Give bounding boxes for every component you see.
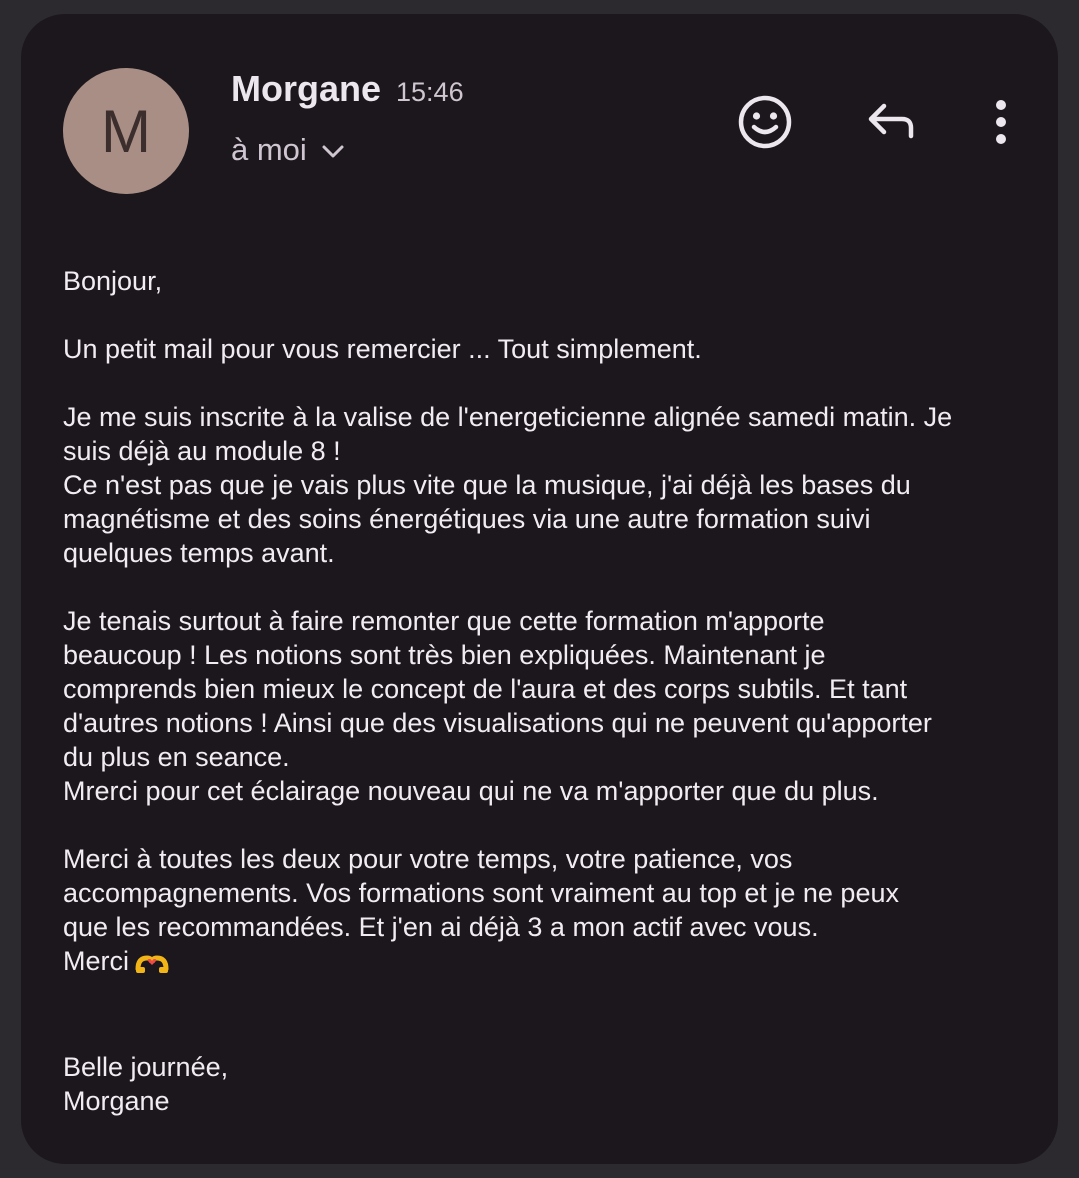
paragraph-4-line: Merci à toutes les deux pour votre temps, votre patience, vos [63, 844, 793, 874]
email-card [21, 14, 1058, 1164]
recipient-details-toggle[interactable] [231, 132, 345, 168]
sent-time: 15:46 [396, 77, 464, 107]
paragraph-2-line: Ce n'est pas que je vais plus vite que la musique, j'ai déjà les bases du [63, 470, 911, 500]
heart-hands-emoji [135, 948, 169, 982]
more-vert-icon[interactable] [981, 94, 1021, 150]
paragraph-3-line: beaucoup ! Les notions sont très bien expliquées. Maintenant je [63, 640, 826, 670]
greeting: Bonjour, [63, 266, 163, 296]
paragraph-1: Un petit mail pour vous remercier ... Tout simplement. [63, 334, 702, 364]
paragraph-2-line: suis déjà au module 8 ! [63, 436, 341, 466]
paragraph-3-line: du plus en seance. [63, 742, 290, 772]
paragraph-3-line: Mrerci pour cet éclairage nouveau qui ne va m'apporter que du plus. [63, 776, 879, 806]
reply-icon[interactable] [863, 96, 919, 146]
paragraph-3-line: Je tenais surtout à faire remonter que cette formation m'apporte [63, 606, 825, 636]
sender-name: Morgane [231, 68, 382, 109]
closing: Belle journée, [63, 1052, 229, 1082]
paragraph-2-line: quelques temps avant. [63, 538, 335, 568]
merci-text: Merci [63, 946, 129, 976]
avatar[interactable] [63, 68, 189, 194]
paragraph-4-line: que les recommandées. Et j'en ai déjà 3 a mon actif avec vous. [63, 912, 819, 942]
smiley-icon[interactable] [735, 92, 795, 152]
paragraph-3-line: comprends bien mieux le concept de l'aura et des corps subtils. Et tant [63, 674, 908, 704]
signature: Morgane [63, 1086, 170, 1116]
paragraph-3-line: d'autres notions ! Ainsi que des visualisations qui ne peuvent qu'apporter [63, 708, 932, 738]
paragraph-2-line: magnétisme et des soins énergétiques via une autre formation suivi [63, 504, 871, 534]
chevron-down-icon[interactable] [321, 144, 345, 160]
email-body [63, 264, 1033, 1118]
recipient-label: à moi [231, 132, 307, 167]
paragraph-4-line: accompagnements. Vos formations sont vraiment au top et je ne peux [63, 878, 899, 908]
sender-row [231, 68, 464, 110]
paragraph-2-line: Je me suis inscrite à la valise de l'energeticienne alignée samedi matin. Je [63, 402, 953, 432]
merci-line [63, 944, 1033, 982]
avatar-initial: M [101, 98, 151, 165]
